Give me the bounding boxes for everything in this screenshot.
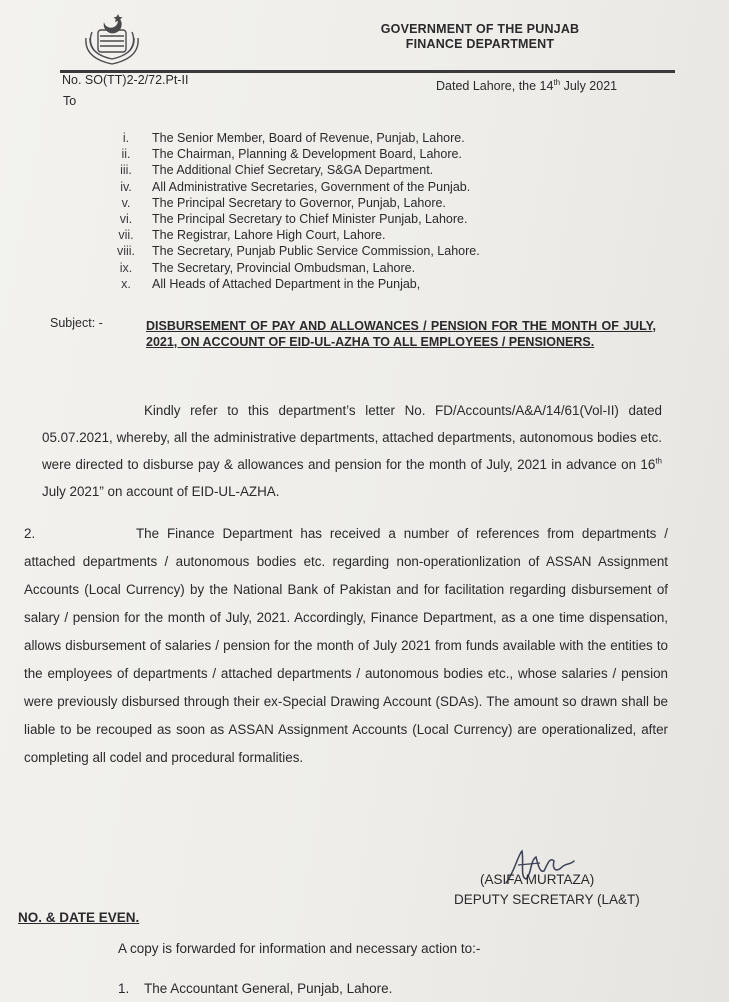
item-number: viii. <box>116 244 136 259</box>
item-number: ix. <box>119 260 133 275</box>
list-item <box>100 227 560 243</box>
item-number: iii. <box>120 163 132 178</box>
date-suffix: July 2021 <box>560 79 618 94</box>
list-item <box>100 211 560 227</box>
paragraph-1-tail: July 2021” on account of EID-UL-AZHA. <box>42 484 280 499</box>
item-number: iv. <box>120 179 132 194</box>
signatory-name: (ASIFA MURTAZA) <box>480 872 595 887</box>
subject-text: DISBURSEMENT OF PAY AND ALLOWANCES / PENSION FOR THE MONTH OF JULY, 2021, ON ACCOUNT OF EID-UL-AZHA TO ALL EMPLOYEES / PENSIONERS. <box>146 319 656 349</box>
punjab-government-emblem-icon <box>76 8 148 68</box>
letterhead <box>360 22 600 52</box>
addressee-list <box>100 130 560 292</box>
reference-number: No. SO(TT)2-2/72.Pt-II <box>62 73 189 87</box>
signatory-designation: DEPUTY SECRETARY (LA&T) <box>454 892 640 907</box>
list-item <box>100 146 560 162</box>
letterhead-line2: FINANCE DEPARTMENT <box>405 37 555 51</box>
item-text: The Principal Secretary to Chief Minister Punjab, Lahore. <box>152 211 468 226</box>
paragraph-2 <box>24 520 668 772</box>
list-item <box>118 981 392 996</box>
item-text: The Secretary, Provincial Ombudsman, Lahore. <box>152 260 416 275</box>
list-item <box>100 195 560 211</box>
item-text: The Principal Secretary to Governor, Punjab, Lahore. <box>152 195 446 210</box>
item-number: v. <box>121 195 131 210</box>
item-text: The Secretary, Punjab Public Service Commission, Lahore. <box>152 244 480 259</box>
item-number: ii. <box>121 147 131 162</box>
letterhead-line1: GOVERNMENT OF THE PUNJAB <box>380 22 580 36</box>
item-number: vi. <box>119 211 133 226</box>
date-prefix: Dated Lahore, the 14 <box>436 79 554 94</box>
to-label: To <box>63 94 77 108</box>
list-item <box>100 179 560 195</box>
letter-date <box>436 78 617 93</box>
item-text: All Administrative Secretaries, Government of the Punjab. <box>152 179 471 194</box>
list-item <box>100 260 560 276</box>
item-number: i. <box>122 131 130 145</box>
item-text: The Registrar, Lahore High Court, Lahore. <box>152 228 386 243</box>
item-number: vii. <box>118 228 134 243</box>
date-sup: th <box>553 78 561 87</box>
list-item <box>100 276 560 292</box>
item-text: All Heads of Attached Department in the Punjab, <box>152 276 421 291</box>
paragraph-number: 2. <box>24 526 36 541</box>
item-text: The Chairman, Planning & Development Board, Lahore. <box>152 147 462 162</box>
paragraph-1-sup: th <box>655 456 662 466</box>
item-number: 1. <box>118 981 130 996</box>
item-text: The Senior Member, Board of Revenue, Punjab, Lahore. <box>152 131 465 145</box>
list-item <box>100 130 560 146</box>
endorsement-heading: NO. & DATE EVEN. <box>18 910 140 925</box>
paragraph-1 <box>42 397 662 505</box>
item-number: x. <box>121 276 131 291</box>
paragraph-2-text: The Finance Department has received a number of references from departments / attached departments / autonomous bodies etc. regarding non-operationlization of ASSAN Assignment Accounts (Local Currency) by the National Bank of Pakistan and for facilitation regarding disbursement of salary / pension for the month of July, 2021. Accordingly, Finance Department, as a one time dispensation, allows disbursement of salaries / pension for the month of July 2021 from funds available with the entities to the employees of departments / attached departments / autonomous bodies etc., whose salaries / pension were previously disbursed through their ex-Special Drawing Account (SDAs). The amount so drawn shall be liable to be recouped as soon as ASSAN Assignment Accounts (Local Currency) are operationalized, after completing all codel and procedural formalities. <box>24 526 668 765</box>
list-item <box>100 243 560 259</box>
endorsement-intro: A copy is forwarded for information and necessary action to:- <box>118 941 481 956</box>
item-text: The Additional Chief Secretary, S&GA Department. <box>152 163 434 178</box>
paragraph-1-text: Kindly refer to this department’s letter No. FD/Accounts/A&A/14/61(Vol-II) dated 05.07.2021, whereby, all the administrative departments, attached departments, autonomous bodies etc. were directed to disburse pay & allowances and pension for the month of July, 2021 in advance on 16 <box>42 403 662 472</box>
list-item <box>100 162 560 178</box>
item-text: The Accountant General, Punjab, Lahore. <box>144 981 393 996</box>
subject-label: Subject: - <box>50 316 103 330</box>
